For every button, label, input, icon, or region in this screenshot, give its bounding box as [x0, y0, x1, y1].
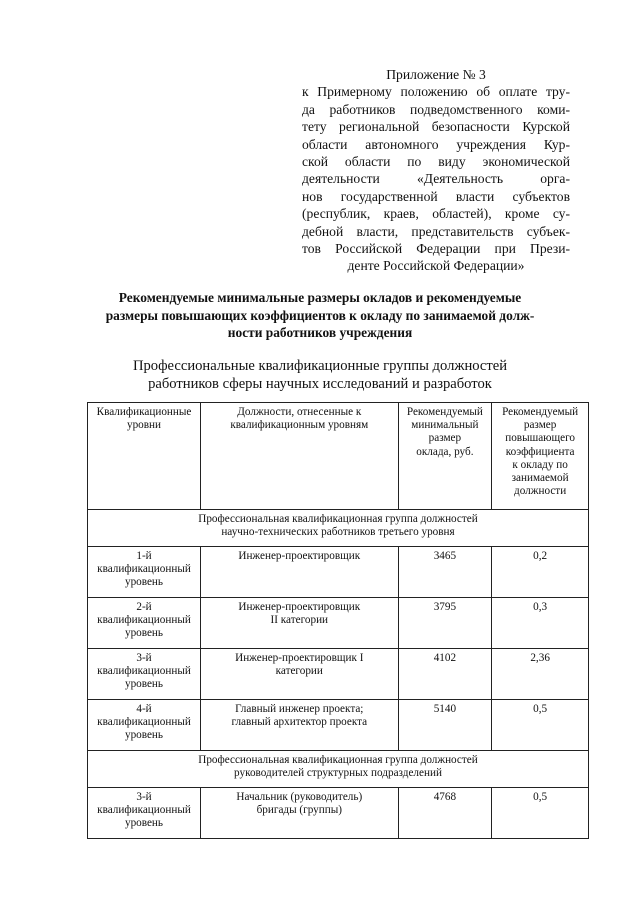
level-cell — [88, 547, 201, 598]
document-heading — [70, 289, 570, 342]
appendix-line: (республик, краев, областей), кроме су- — [302, 206, 570, 222]
level-text: уровень — [124, 678, 164, 691]
appendix-line: нов государственной власти субъектов — [302, 188, 570, 204]
group-title — [88, 751, 589, 788]
position-cell — [201, 700, 399, 751]
position-cell — [201, 788, 399, 839]
header-text: размер — [523, 419, 557, 432]
salary-table — [87, 402, 589, 839]
group-title-line: научно-технических работников третьего уровня — [221, 526, 455, 539]
level-cell — [88, 649, 201, 700]
header-text: Рекомендуемый — [502, 406, 579, 418]
appendix-line: ской области по виду экономической — [302, 154, 570, 170]
level-text: уровень — [124, 576, 164, 589]
level-text: квалификационный — [97, 665, 191, 678]
header-text: размер — [428, 432, 462, 445]
document-subheading — [70, 357, 570, 393]
header-text: минимальный — [411, 419, 479, 432]
coefficient-cell: 0,5 — [492, 788, 589, 839]
header-coefficient — [492, 403, 589, 510]
position-text: II категории — [270, 614, 329, 627]
table-row — [88, 788, 589, 839]
position-text: Инженер-проектировщик — [238, 601, 361, 613]
salary-cell: 3465 — [398, 547, 492, 598]
header-text: повышающего — [505, 432, 576, 445]
heading-line: Рекомендуемые минимальные размеры окладов и рекомендуемые — [118, 290, 522, 305]
header-text: Рекомендуемый — [406, 406, 483, 418]
header-text: оклада, руб. — [416, 445, 474, 458]
position-cell — [201, 649, 399, 700]
level-text: уровень — [124, 817, 164, 830]
appendix-line: к Примерному положению об оплате тру- — [302, 84, 570, 100]
level-text: уровень — [124, 627, 164, 640]
level-text: 4-й — [136, 703, 152, 715]
position-cell — [201, 547, 399, 598]
position-text: Главный инженер проекта; — [235, 703, 364, 715]
table-row — [88, 649, 589, 700]
coefficient-cell: 0,2 — [492, 547, 589, 598]
table-row — [88, 700, 589, 751]
position-text: главный архитектор проекта — [231, 716, 368, 729]
level-text: 1-й — [136, 550, 152, 562]
level-text: 2-й — [136, 601, 152, 613]
level-cell — [88, 788, 201, 839]
table-header-row — [88, 403, 589, 510]
position-cell — [201, 598, 399, 649]
appendix-block — [302, 66, 570, 275]
level-cell — [88, 598, 201, 649]
position-text: бригады (группы) — [256, 804, 342, 817]
position-text: Начальник (руководитель) — [236, 791, 363, 803]
table-row — [88, 598, 589, 649]
coefficient-cell: 2,36 — [492, 649, 589, 700]
level-text: квалификационный — [97, 716, 191, 729]
group-title-line: Профессиональная квалификационная группа должностей — [198, 754, 478, 766]
heading-line: ности работников учреждения — [227, 325, 413, 340]
header-text: должности — [514, 485, 567, 498]
subheading-line: работников сферы научных исследований и разработок — [148, 376, 492, 392]
position-text: Инженер-проектировщик I — [235, 652, 364, 664]
appendix-line: деятельности «Деятельность орга- — [302, 171, 570, 187]
group-title — [88, 510, 589, 547]
appendix-line: тов Российской Федерации при Прези- — [302, 241, 570, 257]
header-text: коэффициента — [505, 445, 575, 458]
level-text: 3-й — [136, 791, 152, 803]
group-title-line: Профессиональная квалификационная группа должностей — [198, 513, 478, 525]
header-salary — [398, 403, 492, 510]
header-text: уровни — [126, 419, 162, 432]
level-cell — [88, 700, 201, 751]
appendix-line: денте Российской Федерации» — [347, 258, 525, 274]
header-text: занимаемой — [511, 472, 569, 485]
position-text: Инженер-проектировщик — [238, 550, 361, 562]
header-positions — [201, 403, 399, 510]
salary-cell: 3795 — [398, 598, 492, 649]
salary-cell: 4102 — [398, 649, 492, 700]
group-row — [88, 510, 589, 547]
heading-line: размеры повышающих коэффициентов к окладу по занимаемой долж- — [105, 307, 535, 323]
header-text: Квалификационные — [96, 406, 192, 418]
header-levels — [88, 403, 201, 510]
group-title-line: руководителей структурных подразделений — [234, 767, 442, 780]
header-text: Должности, отнесенные к — [237, 406, 362, 418]
salary-cell: 4768 — [398, 788, 492, 839]
level-text: 3-й — [136, 652, 152, 664]
position-text: категории — [275, 665, 323, 678]
header-text: к окладу по — [512, 458, 568, 471]
group-row — [88, 751, 589, 788]
coefficient-cell: 0,5 — [492, 700, 589, 751]
subheading-line: Профессиональные квалификационные группы должностей — [132, 358, 508, 374]
table-row — [88, 547, 589, 598]
appendix-line: дебной власти, представительств субъек- — [302, 223, 570, 239]
appendix-title: Приложение № 3 — [386, 67, 486, 82]
coefficient-cell: 0,3 — [492, 598, 589, 649]
appendix-line: области автономного учреждения Кур- — [302, 136, 570, 152]
level-text: квалификационный — [97, 563, 191, 576]
level-text: квалификационный — [97, 614, 191, 627]
header-text: квалификационным уровням — [230, 419, 369, 432]
appendix-line: да работников подведомственного коми- — [302, 101, 570, 117]
salary-cell: 5140 — [398, 700, 492, 751]
level-text: квалификационный — [97, 804, 191, 817]
appendix-line: тету региональной безопасности Курской — [302, 119, 570, 135]
level-text: уровень — [124, 729, 164, 742]
